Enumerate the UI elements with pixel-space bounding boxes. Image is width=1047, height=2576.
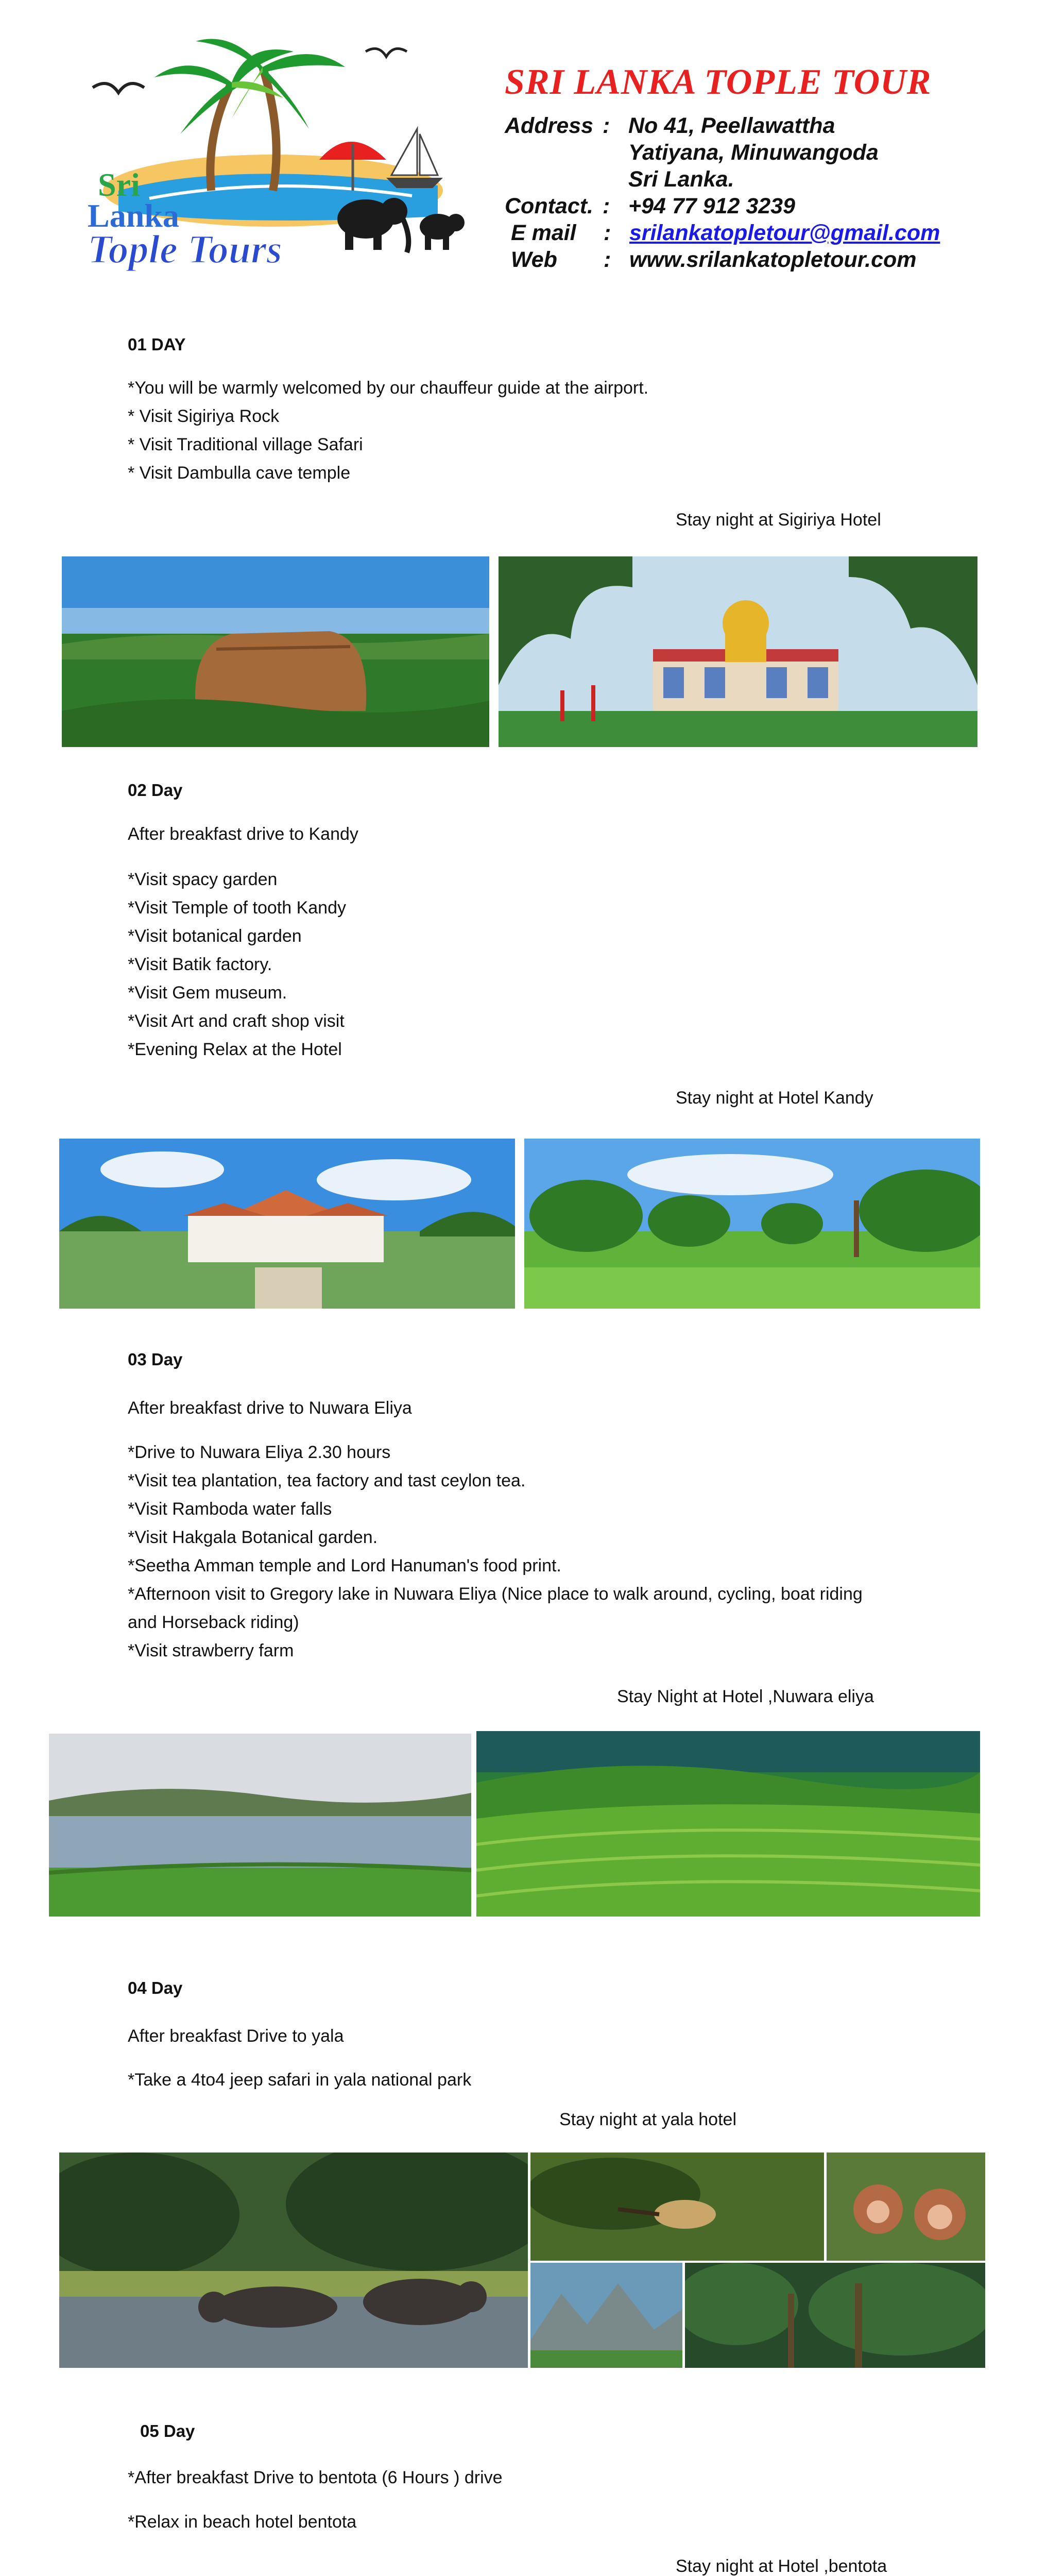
stay-note: Stay night at Hotel ,bentota (676, 2556, 887, 2576)
day-intro: After breakfast Drive to yala (128, 2026, 344, 2046)
day-title: 02 Day (128, 781, 183, 800)
gregory-lake-photo (49, 1734, 471, 1917)
list-item: * Visit Traditional village Safari (128, 435, 363, 454)
stay-note: Stay night at yala hotel (559, 2110, 737, 2129)
logo-text-lanka: Lanka (88, 197, 179, 234)
yala-rocks-photo (530, 2263, 682, 2368)
day-intro: *After breakfast Drive to bentota (6 Hours ) drive (128, 2468, 503, 2487)
list-item: *Take a 4to4 jeep safari in yala national park (128, 2070, 472, 2090)
list-item: *Visit spacy garden (128, 870, 278, 889)
email-label: E mail (510, 221, 576, 245)
list-item: *Relax in beach hotel bentota (128, 2512, 357, 2532)
day-title: 04 Day (128, 1978, 183, 1997)
day-title: 03 Day (128, 1350, 183, 1369)
list-item: and Horseback riding) (128, 1613, 299, 1632)
yala-elephants-photo (59, 2153, 528, 2368)
stay-note: Stay Night at Hotel ,Nuwara eliya (617, 1687, 874, 1706)
logo-text-sri: Sri (98, 166, 140, 203)
list-item: *Visit Gem museum. (128, 983, 287, 1003)
day-title: 05 Day (140, 2421, 195, 2441)
palm-beach-logo-icon (77, 21, 489, 273)
contact-label: Contact. (505, 194, 593, 218)
colon: : (603, 247, 611, 272)
day-intro: After breakfast drive to Kandy (128, 824, 358, 844)
day-itinerary-list (128, 2066, 471, 2094)
email-link[interactable]: srilankatopletour@gmail.com (629, 221, 940, 245)
address-label: Address (505, 113, 594, 138)
colon: : (603, 194, 610, 218)
stay-note: Stay night at Hotel Kandy (676, 1088, 873, 1108)
day-itinerary-list (128, 866, 346, 1064)
list-item: *Visit Batik factory. (128, 955, 272, 974)
yala-bird-photo (530, 2153, 824, 2261)
day-itinerary-list (128, 2508, 356, 2536)
list-item: *You will be warmly welcomed by our chauffeur guide at the airport. (128, 378, 649, 398)
list-item: * Visit Sigiriya Rock (128, 406, 280, 426)
list-item: *Visit Temple of tooth Kandy (128, 898, 347, 918)
list-item: *Visit strawberry farm (128, 1641, 294, 1660)
list-item: *Visit Hakgala Botanical garden. (128, 1528, 378, 1547)
day-itinerary-list (128, 374, 648, 487)
day-itinerary-list (128, 1438, 977, 1665)
day-title: 01 DAY (128, 335, 186, 354)
dambulla-temple-photo (499, 556, 977, 747)
address-line3: Sri Lanka. (628, 167, 734, 192)
list-item: *Evening Relax at the Hotel (128, 1040, 342, 1059)
contact-phone: +94 77 912 3239 (628, 194, 796, 218)
yala-forest-photo (685, 2263, 985, 2368)
botanical-garden-photo (524, 1139, 980, 1309)
web-label: Web (510, 247, 557, 272)
temple-of-tooth-photo (59, 1139, 515, 1309)
list-item: *Visit Ramboda water falls (128, 1499, 332, 1519)
address-line2: Yatiyana, Minuwangoda (628, 140, 879, 165)
list-item: *Visit botanical garden (128, 926, 302, 946)
list-item: *Visit tea plantation, tea factory and tast ceylon tea. (128, 1471, 526, 1490)
tea-plantation-photo (476, 1731, 980, 1917)
address-line1: No 41, Peellawattha (628, 113, 835, 138)
brand-title: SRI LANKA TOPLE TOUR (505, 62, 932, 102)
logo-text-tours: Tople Tours (88, 227, 282, 272)
web-address: www.srilankatopletour.com (629, 247, 917, 272)
stay-note: Stay night at Sigiriya Hotel (676, 510, 881, 530)
yala-monkeys-photo (827, 2153, 985, 2261)
sigiriya-rock-photo (62, 556, 489, 747)
colon: : (603, 113, 610, 138)
contact-block (505, 112, 1020, 273)
list-item: * Visit Dambulla cave temple (128, 463, 351, 483)
list-item: *Seetha Amman temple and Lord Hanuman's food print. (128, 1556, 561, 1575)
day-intro: After breakfast drive to Nuwara Eliya (128, 1398, 412, 1418)
logo (77, 21, 489, 273)
list-item: *Visit Art and craft shop visit (128, 1011, 345, 1031)
colon: : (603, 221, 611, 245)
list-item: *Drive to Nuwara Eliya 2.30 hours (128, 1443, 391, 1462)
list-item: *Afternoon visit to Gregory lake in Nuwara Eliya (Nice place to walk around, cycling, boat riding (128, 1584, 863, 1604)
